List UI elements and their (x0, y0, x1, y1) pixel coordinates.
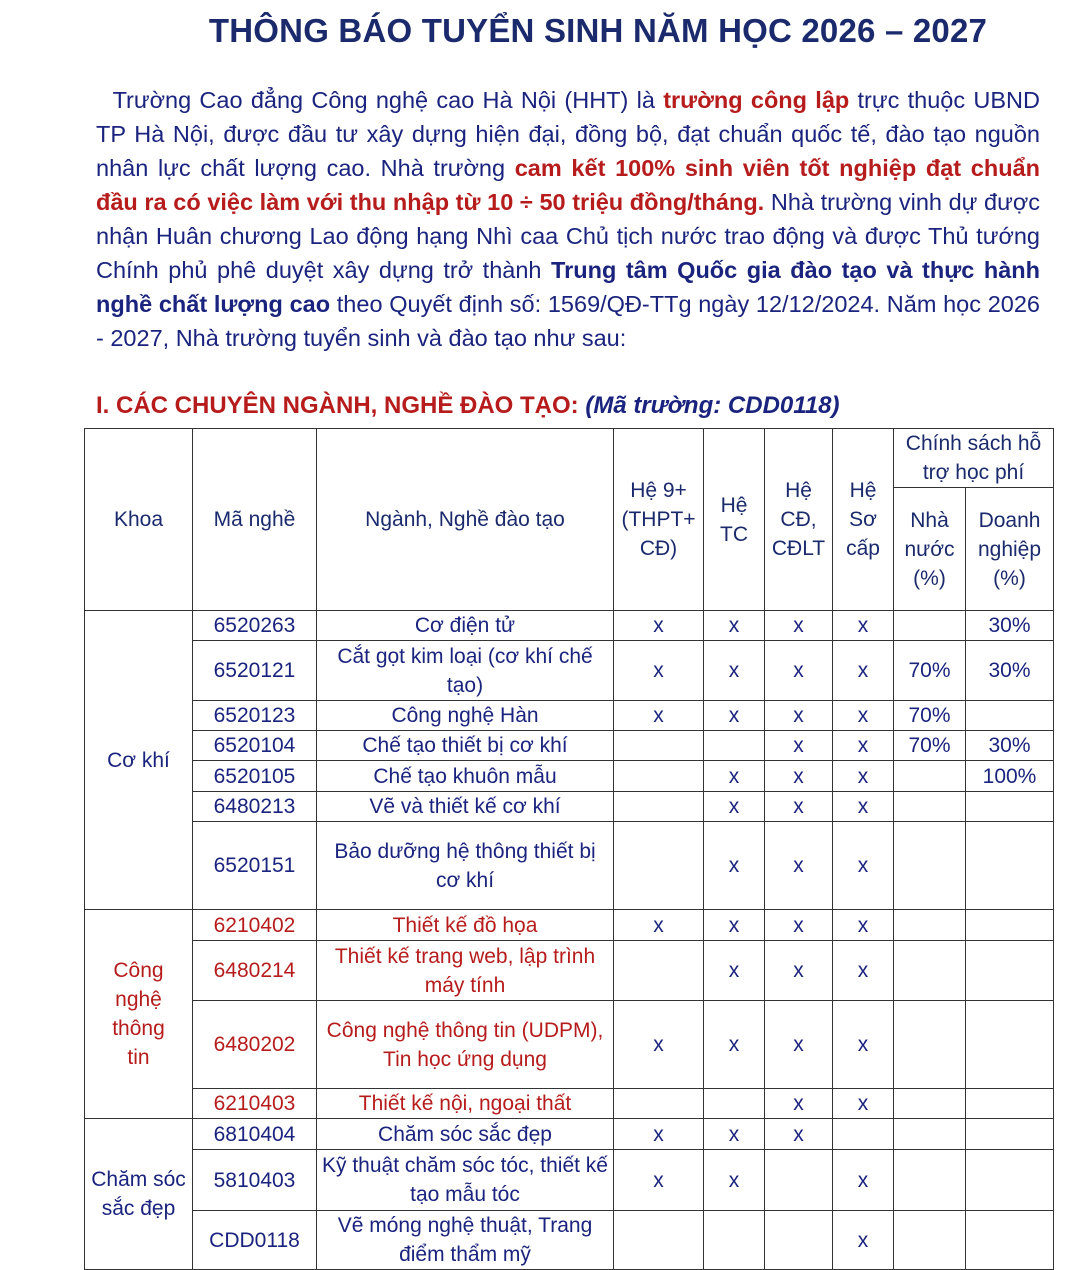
he-so-cap-cell: x (833, 792, 894, 822)
doanh-nghiep-cell (966, 822, 1054, 910)
header-khoa: Khoa (85, 429, 193, 611)
school-code: (Mã trường: CDD0118) (585, 392, 840, 419)
code-cell: 6810404 (193, 1119, 317, 1150)
code-cell: 6520105 (193, 761, 317, 792)
he-tc-cell (704, 731, 765, 761)
header-he9: Hệ 9+ (THPT+ CĐ) (614, 429, 704, 611)
header-he-tc: Hệ TC (704, 429, 765, 611)
he-cd-cell: x (765, 1119, 833, 1150)
he-so-cap-cell: x (833, 701, 894, 731)
he-cd-cell: x (765, 792, 833, 822)
intro-text: theo Quyết định số: 1569/QĐ-TTg ngày 12/12/2024. Năm học 2026 - 2027, Nhà trường tuyển sinh và đào tạo như sau: (96, 291, 1040, 351)
section-heading (96, 392, 840, 420)
intro-highlight-center: Trung tâm Quốc gia đào tạo và thực hành nghề chất lượng cao (96, 257, 1040, 317)
table-row (85, 1150, 1054, 1211)
intro-highlight-commitment: cam kết 100% sinh viên tốt nghiệp đạt chuẩn đầu ra có việc làm với thu nhập từ 10 ÷ 50 triệu đồng/tháng. (96, 155, 1040, 215)
table-row (85, 611, 1054, 641)
he-tc-cell: x (704, 822, 765, 910)
table-row (85, 822, 1054, 910)
code-cell: 6520151 (193, 822, 317, 910)
he-cd-cell (765, 1150, 833, 1211)
he-so-cap-cell: x (833, 611, 894, 641)
name-cell: Thiết kế đồ họa (317, 910, 614, 941)
he-tc-cell: x (704, 910, 765, 941)
table-row (85, 1119, 1054, 1150)
he9-cell (614, 941, 704, 1001)
header-nha-nuoc: Nhà nước (%) (894, 488, 966, 611)
he9-cell (614, 761, 704, 792)
nha-nuoc-cell (894, 611, 966, 641)
name-cell: Vẽ móng nghệ thuật, Trang điểm thẩm mỹ (317, 1211, 614, 1270)
doanh-nghiep-cell (966, 701, 1054, 731)
he-so-cap-cell: x (833, 731, 894, 761)
he-tc-cell: x (704, 701, 765, 731)
table-row (85, 701, 1054, 731)
he-cd-cell: x (765, 822, 833, 910)
he-cd-cell: x (765, 731, 833, 761)
he-so-cap-cell: x (833, 941, 894, 1001)
code-cell: 5810403 (193, 1150, 317, 1211)
name-cell: Vẽ và thiết kế cơ khí (317, 792, 614, 822)
he-so-cap-cell: x (833, 1211, 894, 1270)
nha-nuoc-cell: 70% (894, 731, 966, 761)
intro-text: Nhà trường vinh dự được nhận Huân chương Lao động hạng Nhì caa Chủ tịch nước trao động và được Thủ tướng Chính phủ phê duyệt xây dựng trở thành (96, 189, 1040, 283)
he-cd-cell: x (765, 941, 833, 1001)
nha-nuoc-cell (894, 792, 966, 822)
name-cell: Chế tạo thiết bị cơ khí (317, 731, 614, 761)
name-cell: Chăm sóc sắc đẹp (317, 1119, 614, 1150)
he9-cell: x (614, 1150, 704, 1211)
nha-nuoc-cell: 70% (894, 641, 966, 701)
name-cell: Cơ điện tử (317, 611, 614, 641)
he-cd-cell (765, 1211, 833, 1270)
code-cell: 6520104 (193, 731, 317, 761)
name-cell: Kỹ thuật chăm sóc tóc, thiết kế tạo mẫu tóc (317, 1150, 614, 1211)
khoa-cell: Chăm sóc sắc đẹp (85, 1119, 193, 1270)
name-cell: Chế tạo khuôn mẫu (317, 761, 614, 792)
programs-table-body (85, 611, 1054, 1270)
table-row (85, 941, 1054, 1001)
header-doanh-nghiep: Doanh nghiệp (%) (966, 488, 1054, 611)
he-so-cap-cell (833, 1119, 894, 1150)
nha-nuoc-cell (894, 1150, 966, 1211)
nha-nuoc-cell (894, 1089, 966, 1119)
header-he-so-cap: Hệ Sơ cấp (833, 429, 894, 611)
header-chinh-sach: Chính sách hỗ trợ học phí (894, 429, 1054, 488)
nha-nuoc-cell (894, 910, 966, 941)
section-title: I. CÁC CHUYÊN NGÀNH, NGHỀ ĐÀO TẠO: (96, 392, 586, 419)
doanh-nghiep-cell: 30% (966, 611, 1054, 641)
doanh-nghiep-cell (966, 1150, 1054, 1211)
doanh-nghiep-cell: 100% (966, 761, 1054, 792)
he9-cell: x (614, 1001, 704, 1089)
intro-highlight-public: trường công lập (663, 87, 850, 113)
name-cell: Công nghệ Hàn (317, 701, 614, 731)
he9-cell: x (614, 1119, 704, 1150)
name-cell: Thiết kế nội, ngoại thất (317, 1089, 614, 1119)
intro-text: Trường Cao đẳng Công nghệ cao Hà Nội (HHT) là (112, 87, 664, 113)
table-row (85, 761, 1054, 792)
he-cd-cell: x (765, 1001, 833, 1089)
programs-table (84, 428, 1054, 1270)
intro-paragraph (96, 83, 1040, 355)
name-cell: Bảo dưỡng hệ thông thiết bị cơ khí (317, 822, 614, 910)
doanh-nghiep-cell: 30% (966, 641, 1054, 701)
he-so-cap-cell: x (833, 641, 894, 701)
he-tc-cell: x (704, 641, 765, 701)
table-row (85, 641, 1054, 701)
table-row (85, 1089, 1054, 1119)
doanh-nghiep-cell: 30% (966, 731, 1054, 761)
nha-nuoc-cell: 70% (894, 701, 966, 731)
table-row (85, 1211, 1054, 1270)
he-tc-cell: x (704, 1001, 765, 1089)
name-cell: Cắt gọt kim loại (cơ khí chế tạo) (317, 641, 614, 701)
khoa-cell: Cơ khí (85, 611, 193, 910)
doanh-nghiep-cell (966, 941, 1054, 1001)
doanh-nghiep-cell (966, 1089, 1054, 1119)
header-he-cd: Hệ CĐ, CĐLT (765, 429, 833, 611)
table-row (85, 792, 1054, 822)
nha-nuoc-cell (894, 822, 966, 910)
he-cd-cell: x (765, 910, 833, 941)
table-row (85, 731, 1054, 761)
he-cd-cell: x (765, 761, 833, 792)
he-tc-cell: x (704, 1119, 765, 1150)
name-cell: Thiết kế trang web, lập trình máy tính (317, 941, 614, 1001)
he-cd-cell: x (765, 611, 833, 641)
table-row (85, 1001, 1054, 1089)
nha-nuoc-cell (894, 1211, 966, 1270)
code-cell: CDD0118 (193, 1211, 317, 1270)
he-so-cap-cell: x (833, 1150, 894, 1211)
nha-nuoc-cell (894, 941, 966, 1001)
he9-cell (614, 1089, 704, 1119)
he-tc-cell: x (704, 761, 765, 792)
he-tc-cell: x (704, 941, 765, 1001)
he-cd-cell: x (765, 1089, 833, 1119)
code-cell: 6480202 (193, 1001, 317, 1089)
he-so-cap-cell: x (833, 910, 894, 941)
he9-cell (614, 792, 704, 822)
he-cd-cell: x (765, 701, 833, 731)
table-row (85, 910, 1054, 941)
he9-cell: x (614, 611, 704, 641)
code-cell: 6520123 (193, 701, 317, 731)
he-so-cap-cell: x (833, 822, 894, 910)
name-cell: Công nghệ thông tin (UDPM), Tin học ứng dụng (317, 1001, 614, 1089)
he-so-cap-cell: x (833, 761, 894, 792)
intro-text: trực thuộc UBND TP Hà Nội, được đầu tư xây dựng hiện đại, đồng bộ, đạt chuẩn quốc tế, đào tạo nguồn nhân lực chất lượng cao. Nhà trường (96, 87, 1040, 181)
code-cell: 6480214 (193, 941, 317, 1001)
he-so-cap-cell: x (833, 1001, 894, 1089)
he-tc-cell: x (704, 611, 765, 641)
he9-cell (614, 822, 704, 910)
code-cell: 6210402 (193, 910, 317, 941)
nha-nuoc-cell (894, 1001, 966, 1089)
code-cell: 6210403 (193, 1089, 317, 1119)
he9-cell: x (614, 701, 704, 731)
doanh-nghiep-cell (966, 1119, 1054, 1150)
doanh-nghiep-cell (966, 910, 1054, 941)
doanh-nghiep-cell (966, 792, 1054, 822)
nha-nuoc-cell (894, 761, 966, 792)
header-ma-nghe: Mã nghề (193, 429, 317, 611)
he-so-cap-cell: x (833, 1089, 894, 1119)
code-cell: 6480213 (193, 792, 317, 822)
doanh-nghiep-cell (966, 1001, 1054, 1089)
khoa-cell: Công nghệ thông tin (85, 910, 193, 1119)
he9-cell: x (614, 910, 704, 941)
he-tc-cell: x (704, 1150, 765, 1211)
he9-cell: x (614, 641, 704, 701)
doanh-nghiep-cell (966, 1211, 1054, 1270)
nha-nuoc-cell (894, 1119, 966, 1150)
he-cd-cell: x (765, 641, 833, 701)
code-cell: 6520263 (193, 611, 317, 641)
page-title: THÔNG BÁO TUYỂN SINH NĂM HỌC 2026 – 2027 (208, 12, 988, 49)
he9-cell (614, 1211, 704, 1270)
code-cell: 6520121 (193, 641, 317, 701)
header-nganh: Ngành, Nghề đào tạo (317, 429, 614, 611)
he-tc-cell (704, 1089, 765, 1119)
he-tc-cell: x (704, 792, 765, 822)
he-tc-cell (704, 1211, 765, 1270)
he9-cell (614, 731, 704, 761)
